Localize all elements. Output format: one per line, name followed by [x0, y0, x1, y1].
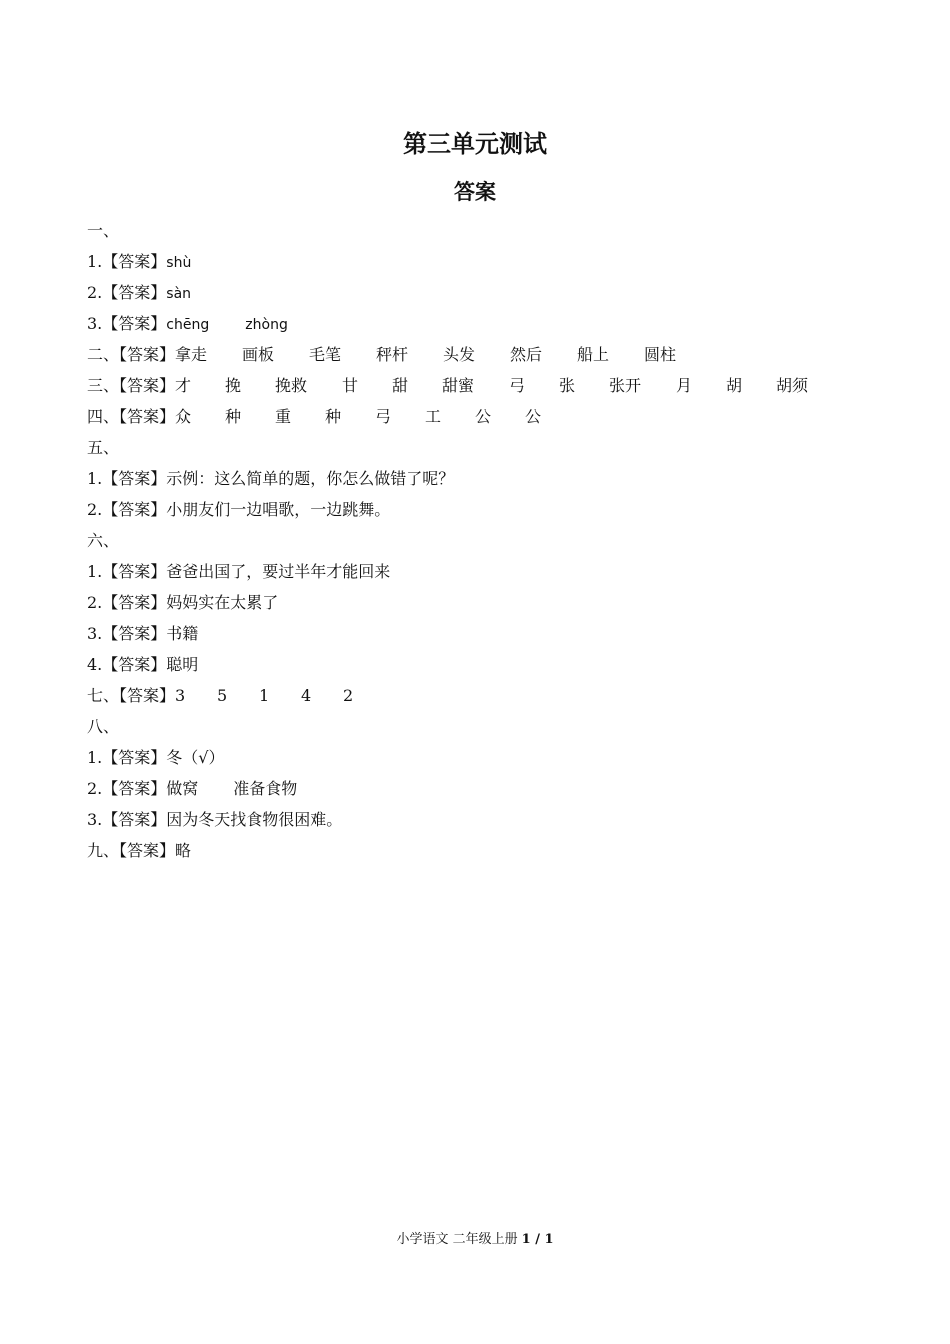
answer-text: 示例：这么简单的题，你怎么做错了呢？ — [166, 469, 455, 488]
footer-text: 小学语文 二年级上册 — [396, 1232, 518, 1247]
answer-item: 秤杆 — [376, 345, 409, 364]
answer-item: 才 — [175, 376, 192, 395]
section-label: 六、 — [87, 531, 120, 550]
answer-item: 工 — [425, 407, 442, 426]
answer-prefix: 3.【答案】 — [87, 810, 167, 829]
s1-q1-answer — [87, 251, 887, 282]
answer-prefix: 4.【答案】 — [87, 655, 167, 674]
answer-prefix: 1.【答案】 — [87, 252, 167, 271]
page-title: 第三单元测试 — [403, 130, 547, 158]
section-2-answer — [87, 344, 887, 375]
answer-prefix: 3.【答案】 — [87, 624, 167, 643]
answer-item: 公 — [525, 407, 542, 426]
answer-item: 甘 — [342, 376, 359, 395]
answer-text: 冬（√） — [166, 748, 225, 767]
answer-item: 甜蜜 — [442, 376, 475, 395]
s6-q1-answer — [87, 561, 887, 592]
section-8-heading — [87, 716, 887, 747]
answer-item: 3 — [175, 686, 186, 705]
answer-item: 5 — [217, 686, 228, 705]
s8-q3-answer — [87, 809, 887, 840]
answer-prefix: 三、【答案】 — [87, 376, 176, 395]
answer-list — [87, 220, 887, 871]
s5-q2-answer — [87, 499, 887, 530]
answer-prefix: 2.【答案】 — [87, 500, 167, 519]
answer-item: 画板 — [242, 345, 275, 364]
answer-prefix: 九、【答案】 — [87, 841, 176, 860]
answer-item: 毛笔 — [309, 345, 342, 364]
answer-prefix: 二、【答案】 — [87, 345, 176, 364]
answer-prefix: 3.【答案】 — [87, 314, 167, 333]
section-label: 一、 — [87, 221, 120, 240]
section-4-answer — [87, 406, 887, 437]
s6-q2-answer — [87, 592, 887, 623]
answer-text: sàn — [166, 286, 192, 302]
answer-text: 聪明 — [166, 655, 199, 674]
answer-prefix: 1.【答案】 — [87, 469, 167, 488]
answer-item: 挽救 — [275, 376, 308, 395]
answer-item: 张 — [559, 376, 576, 395]
section-6-heading — [87, 530, 887, 561]
answer-text: shù — [166, 255, 192, 271]
answer-item: 2 — [343, 686, 354, 705]
answer-prefix: 四、【答案】 — [87, 407, 176, 426]
answer-item: 头发 — [443, 345, 476, 364]
answer-item: 弓 — [509, 376, 526, 395]
answer-item: 公 — [475, 407, 492, 426]
answer-item: 甜 — [392, 376, 409, 395]
answer-text: 略 — [175, 841, 192, 860]
answer-item: 众 — [175, 407, 192, 426]
page-subtitle: 答案 — [454, 180, 496, 204]
answer-text: 因为冬天找食物很困难。 — [166, 810, 343, 829]
answer-item: 做窝 — [166, 779, 199, 798]
s5-q1-answer — [87, 468, 887, 499]
answer-text: 妈妈实在太累了 — [166, 593, 279, 612]
section-9-answer — [87, 840, 887, 871]
answer-item: 弓 — [375, 407, 392, 426]
answer-text: 书籍 — [166, 624, 199, 643]
answer-item: 胡 — [726, 376, 743, 395]
section-3-answer — [87, 375, 887, 406]
page-number: 1 / 1 — [521, 1232, 554, 1247]
answer-item: 圆柱 — [644, 345, 677, 364]
answer-item: 挽 — [225, 376, 242, 395]
answer-item: chēng — [166, 317, 210, 333]
answer-prefix: 七、【答案】 — [87, 686, 176, 705]
answer-text: 爸爸出国了，要过半年才能回来 — [166, 562, 391, 581]
answer-prefix: 2.【答案】 — [87, 283, 167, 302]
s8-q1-answer — [87, 747, 887, 778]
s1-q3-answer — [87, 313, 887, 344]
page-footer — [0, 1228, 950, 1247]
answer-text: 小朋友们一边唱歌，一边跳舞。 — [166, 500, 391, 519]
section-7-answer — [87, 685, 887, 716]
answer-item: 然后 — [510, 345, 543, 364]
answer-item: 重 — [275, 407, 292, 426]
answer-item: 张开 — [609, 376, 642, 395]
answer-item: 1 — [259, 686, 270, 705]
section-5-heading — [87, 437, 887, 468]
s6-q4-answer — [87, 654, 887, 685]
answer-prefix: 1.【答案】 — [87, 562, 167, 581]
answer-item: 准备食物 — [233, 779, 298, 798]
answer-prefix: 1.【答案】 — [87, 748, 167, 767]
s6-q3-answer — [87, 623, 887, 654]
answer-item: 胡须 — [776, 376, 809, 395]
answer-item: 船上 — [577, 345, 610, 364]
section-label: 八、 — [87, 717, 120, 736]
answer-item: zhòng — [245, 317, 288, 333]
answer-item: 月 — [676, 376, 693, 395]
s8-q2-answer — [87, 778, 887, 809]
answer-item: 拿走 — [175, 345, 208, 364]
answer-prefix: 2.【答案】 — [87, 593, 167, 612]
answer-item: 种 — [325, 407, 342, 426]
answer-prefix: 2.【答案】 — [87, 779, 167, 798]
s1-q2-answer — [87, 282, 887, 313]
answer-item: 4 — [301, 686, 312, 705]
section-label: 五、 — [87, 438, 120, 457]
section-1-heading — [87, 220, 887, 251]
answer-item: 种 — [225, 407, 242, 426]
